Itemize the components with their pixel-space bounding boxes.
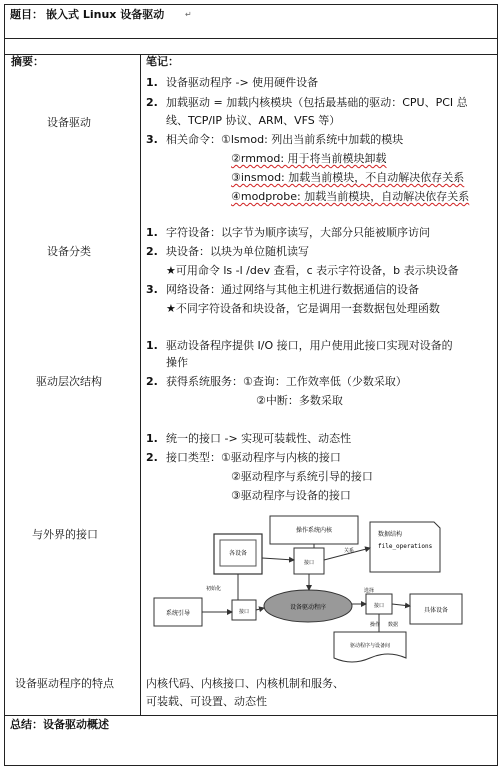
divider xyxy=(5,54,497,55)
section-label-interface: 与外界的接口 xyxy=(32,528,98,541)
svg-text:file_operations: file_operations xyxy=(378,543,433,550)
driver-interface-diagram xyxy=(148,508,492,668)
svg-text:接口: 接口 xyxy=(373,603,385,609)
section-label-features: 设备驱动程序的特点 xyxy=(15,677,114,690)
para-mark: ↵ xyxy=(185,10,192,19)
section-label-driver: 设备驱动 xyxy=(47,116,91,129)
note-item: 3. 网络设备：通过网络与其他主机进行数据通信的设备 xyxy=(146,283,419,296)
section-label-classify: 设备分类 xyxy=(47,245,91,258)
note-item: ★不同字符设备和块设备，它是调用一套数据包处理函数 xyxy=(166,302,440,315)
summary-footer: 总结：设备驱动概述 xyxy=(10,718,109,731)
command-modprobe: ④modprobe: 加载当前模块，自动解决依存关系 xyxy=(231,190,470,203)
svg-text:接口: 接口 xyxy=(238,609,250,615)
note-item: 线、TCP/IP 协议、ARM、VFS 等） xyxy=(166,114,341,127)
svg-text:各设备: 各设备 xyxy=(228,550,248,557)
note-item: 2. 获得系统服务：①查询：工作效率低（少数采取） xyxy=(146,375,407,388)
svg-text:初始化: 初始化 xyxy=(206,586,222,592)
note-item: ★可用命令 ls -l /dev 查看，c 表示字符设备，b 表示块设备 xyxy=(166,264,459,277)
svg-text:系统引导: 系统引导 xyxy=(165,610,191,617)
page-title: 嵌入式 Linux 设备驱动 xyxy=(46,8,165,21)
summary-column-label: 摘要： xyxy=(11,55,44,68)
note-item: ②中断：多数采取 xyxy=(256,394,343,407)
svg-text:数据结构: 数据结构 xyxy=(378,531,403,538)
note-item: 2. 加载驱动 = 加载内核模块（包括最基础的驱动：CPU、PCI 总 xyxy=(146,96,468,109)
note-item: 操作 xyxy=(166,356,188,369)
divider xyxy=(5,38,497,39)
features-line: 内核代码、内核接口、内核机制和服务、 xyxy=(146,677,344,690)
kernel-label: 操作系统内核 xyxy=(295,527,333,534)
svg-text:驱动程序与设备间: 驱动程序与设备间 xyxy=(349,643,391,649)
note-item: ②驱动程序与系统引导的接口 xyxy=(231,470,373,483)
svg-text:数据: 数据 xyxy=(388,622,399,628)
note-item: 2. 块设备：以块为单位随机读写 xyxy=(146,245,309,258)
note-item: 1. 字符设备：以字节为顺序读写，大部分只能被顺序访问 xyxy=(146,226,430,239)
svg-text:接口: 接口 xyxy=(303,560,315,566)
note-item: 3. 相关命令：①lsmod: 列出当前系统中加载的模块 xyxy=(146,133,404,146)
section-label-layers: 驱动层次结构 xyxy=(36,375,102,388)
svg-text:关系: 关系 xyxy=(344,548,355,554)
features-line: 可装载、可设置、动态性 xyxy=(146,695,267,708)
note-item: 1. 统一的接口 -> 实现可装载性、动态性 xyxy=(146,432,352,445)
svg-text:具体设备: 具体设备 xyxy=(423,607,449,614)
svg-text:操作: 操作 xyxy=(370,622,381,628)
note-item: 1. 驱动设备程序提供 I/O 接口，用户使用此接口实现对设备的 xyxy=(146,339,453,352)
command-insmod: ③insmod: 加载当前模块，不自动解决依存关系 xyxy=(231,171,465,184)
column-divider xyxy=(140,55,141,716)
note-item: ③驱动程序与设备的接口 xyxy=(231,489,351,502)
svg-text:设备驱动程序: 设备驱动程序 xyxy=(289,604,327,611)
title-label: 题目： xyxy=(10,8,43,21)
notes-column-label: 笔记： xyxy=(146,55,179,68)
note-item: 1. 设备驱动程序 -> 使用硬件设备 xyxy=(146,76,319,89)
note-item: 2. 接口类型：①驱动程序与内核的接口 xyxy=(146,451,341,464)
divider xyxy=(5,715,497,716)
command-rmmod: ②rmmod: 用于将当前模块卸载 xyxy=(231,152,387,165)
svg-text:选择: 选择 xyxy=(364,588,375,594)
